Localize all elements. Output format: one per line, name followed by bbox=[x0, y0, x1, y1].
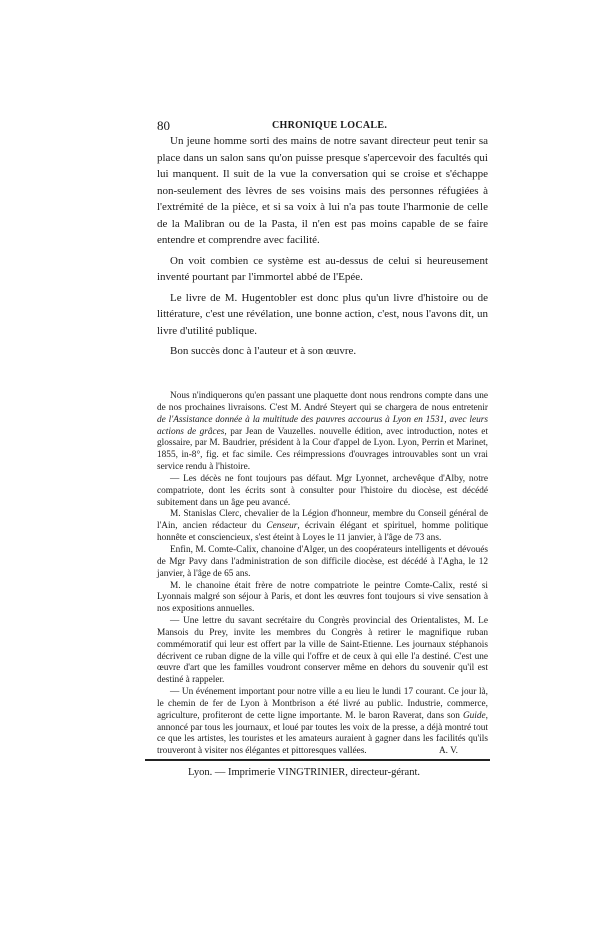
news-text: — Un événement important pour notre ville a eu lieu le lundi 17 courant. Ce jour là, le chemin de fer de Lyon à Montbrison a été livré au public. Industrie, commerce, agriculture, profiteront de cette ligne importante. M. le baron Raverat, dans son bbox=[157, 687, 488, 721]
news-text: — Une lettre du savant secrétaire du Congrès provincial des Orientalistes, M. Le Mansois du Prey, invite les membres du Congrès à retirer le magnifique ruban commémoratif qui leur est offert par la ville de Saint-Etienne. Les journaux stéphanois décrivent ce ruban digne de la ville qui l'offre et de ceux à qui elle l'a destiné. C'est une œuvre d'art que les familles voudront conserver même en dehors du souvenir qu'il est destiné à rappeler. bbox=[157, 616, 488, 686]
book-title: de l'Assistance donnée à la multitude des pauvres accourus à Lyon en 1531, avec leurs actions de grâces bbox=[157, 414, 488, 437]
news-text: — Les décès ne font toujours pas défaut. Mgr Lyonnet, archevêque d'Alby, notre compatriote, dont les écrits sont à consulter pour l'histoire du diocèse, est décédé subitement dans un âge peu avancé. bbox=[157, 473, 488, 508]
paragraph: Un jeune homme sorti des mains de notre savant directeur peut tenir sa place dans un salon sans qu'on puisse presque s'apercevoir des facultés qui lui manquent. Il suit de la vue la conversation qui se croise et s'échappe non-seulement des lèvres de ses voisins mais des personnes réfugiées à l'extrémité de la pièce, et si sa voix à lui n'a pas toute l'harmonie de celle de la Malibran ou de la Pasta, il n'en est pas moins capable de se faire entendre et comprendre avec facilité. bbox=[157, 135, 488, 246]
imprint-line: Lyon. — Imprimerie VINGTRINIER, directeur-gérant. bbox=[188, 767, 420, 778]
news-text: , annoncé par tous les journaux, et loué par toutes les voix de la presse, a déjà montré tout ce que les artistes, les touristes et les amateurs auraient à gagner dans les facilités qu'ils trouveront à visiter nos élégantes et pittoresques vallées. bbox=[157, 710, 488, 757]
page-number: 80 bbox=[157, 118, 170, 133]
page-header bbox=[157, 118, 457, 134]
news-paragraph bbox=[157, 545, 488, 581]
news-text: M. le chanoine était frère de notre compatriote le peintre Comte-Calix, resté si Lyonnais malgré son séjour à Paris, et dont les œuvres font toujours si vive sensation à nos expositions annuelles. bbox=[157, 580, 488, 615]
news-text: , écrivain élégant et spirituel, homme politique honnête et consciencieux, s'est éteint à Loyes le 11 janvier, à l'âge de 73 ans. bbox=[157, 521, 488, 544]
footer-rule bbox=[145, 759, 490, 761]
paragraph: On voit combien ce système est au-dessus de celui si heureusement inventé pourtant par l'immortel abbé de l'Epée. bbox=[157, 254, 488, 283]
paragraph: Bon succès donc à l'auteur et à son œuvre. bbox=[170, 345, 357, 357]
journal-title: Censeur bbox=[266, 521, 298, 532]
paragraph: Le livre de M. Hugentobler est donc plus qu'un livre d'histoire ou de littérature, c'est une révélation, une bonne action, c'est, nous l'avons dit, un livre d'utilité publique. bbox=[157, 291, 488, 337]
article-body-large bbox=[157, 133, 488, 364]
news-paragraph bbox=[157, 391, 488, 474]
running-head: CHRONIQUE LOCALE. bbox=[272, 120, 388, 131]
news-text: , par Jean de Vauzelles. nouvelle édition, avec introduction, notes et glossaire, par M. Baudrier, président à la Cour d'appel de Lyon. Lyon, Perrin et Marinet, 1855, in-8°, fig. et fac simile. Ces réimpressions d'ouvrages introuvables sont un vrai service rendu à l'histoire. bbox=[157, 426, 488, 473]
news-text: Nous n'indiquerons qu'en passant une plaquette dont nous rendrons compte dans une de nos prochaines livraisons. C'est M. André Steyert qui se chargera de nous entretenir bbox=[157, 391, 488, 413]
news-paragraph bbox=[157, 581, 488, 617]
news-text: M. Stanislas Clerc, chevalier de la Légion d'honneur, membre du Conseil général de l'Ain, ancien rédacteur du bbox=[157, 509, 488, 532]
news-paragraph bbox=[157, 616, 488, 687]
news-text: Enfin, M. Comte-Calix, chanoine d'Alger, un des coopérateurs intelligents et dévoués de Mgr Pavy dans l'administration de son difficile diocèse, est décédé à l'Agha, le 12 janvier, à l'âge de 65 ans. bbox=[157, 544, 488, 579]
news-paragraph bbox=[157, 474, 488, 510]
news-paragraph bbox=[157, 509, 488, 545]
guide-title: Guide bbox=[462, 710, 486, 721]
news-paragraph bbox=[157, 687, 488, 758]
news-section bbox=[157, 391, 488, 758]
signature: A. V. bbox=[438, 746, 458, 757]
